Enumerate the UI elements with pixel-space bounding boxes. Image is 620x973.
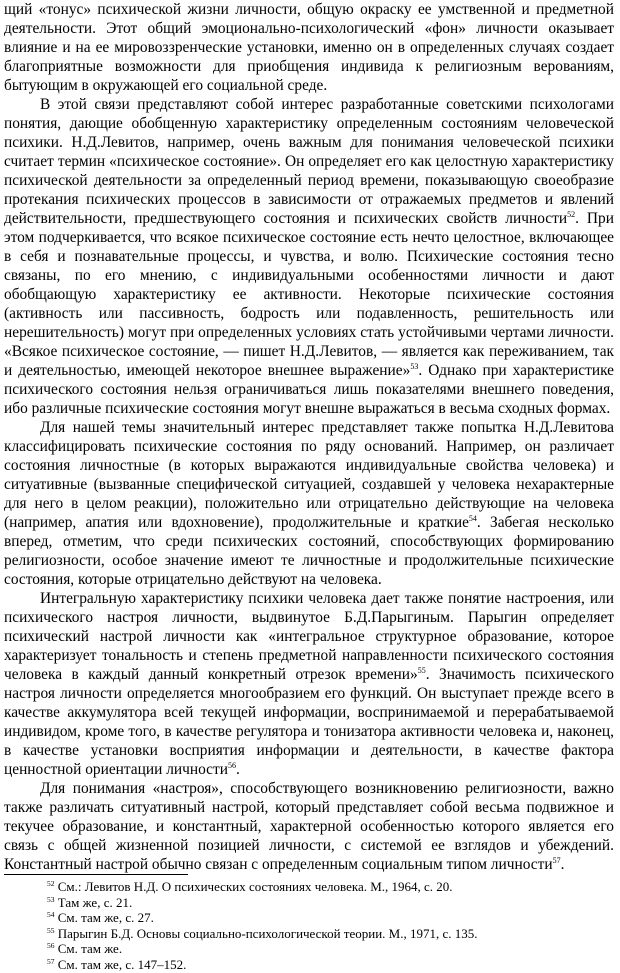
footnote [47,941,607,957]
paragraph [4,589,614,779]
paragraph-text: . Значимость психического настроя личности определяется многообразием его функций. Он выступает прежде всего в качестве аккумулятора всей текущей информации, воспринимаемой и перерабатываемой индивидом, кроме того, в качестве регулятора и тонизатора активности человека и, наконец, в качестве установки восприятия информации и деятельности, в качестве фактора ценностной ориентации личности [4,666,614,778]
footnote-ref[interactable]: 56 [227,761,236,770]
footnote-ref[interactable]: 52 [567,210,576,219]
footnote-text: См. там же. [57,941,123,956]
footnote-number: 53 [47,894,55,904]
footnote [47,910,607,926]
paragraph-text: . Забегая несколько вперед, отметим, что среди психических состояний, способствующих формированию религиозности, особое значение имеют те личностные и продолжительные психические состояния, которые отрицательно действуют на человека. [4,514,614,588]
footnote-number: 56 [47,941,55,950]
footnote-separator [4,874,188,875]
paragraph-text: Для нашей темы значительный интерес представляет также попытка Н.Д.Левитова классифицировать психические состояния по ряду оснований. Например, он различает состояния личностные (в которых выражаются индивидуальные свойства человека) и ситуативные (вызванные специфической ситуацией, создавшей у человека нехарактерные для него в целом реакции), положительно или отрицательно действующие на человека (например, апатия или вдохновение), продолжительные и краткие [4,419,614,531]
footnote [47,926,607,942]
footnote-ref[interactable]: 54 [468,514,477,523]
paragraph-text: Интегральную характеристику психики человека дает также понятие настроения, или психического настроя личности, выдвинутое Б.Д.Парыгиным. Парыгин определяет психический настрой личности как «интегральное структурное образование, которое характеризует тональность и степень предметной направленности психического состояния человека в каждый данный конкретный отрезок времени» [4,590,614,683]
footnote-number: 55 [47,925,55,935]
paragraph [4,95,614,418]
paragraph-text: . Однако при характеристике психического состояния нельзя ограничиваться лишь показателями внешнего поведения, ибо различные психические состояния могут внешне выражаться в весьма сходных формах. [4,362,615,417]
footnote-text: См. там же, с. 147–152. [57,956,187,972]
footnote-number: 57 [47,956,55,966]
page [4,0,614,874]
footnote-ref[interactable]: 53 [410,362,419,371]
body-text [4,0,614,874]
paragraph-text: . При этом подчеркивается, что всякое психическое состояние есть нечто целостное, включающее в себя и познавательные процессы, и чувства, и волю. Психические состояния тесно связаны, по его мнению, с индивидуальными особенностями личности и дают обобщающую характеристику ее активности. Некоторые психические состояния (активность или пассивность, бодрость или подавленность, решительность или нерешительность) могут при определенных условиях стать устойчивыми чертами личности. «Всякое психическое состояние, — пишет Н.Д.Левитов, — является как переживанием, так и деятельностью, имеющей некоторое внешнее выражение» [4,210,614,379]
paragraph-text: Для понимания «настроя», способствующего возникновению религиозности, важно также различать ситуативный настрой, который представляет собой весьма подвижное и текучее образование, и константный, характерной особенностью которого является его связь с общей жизненной позицией личности, с системой ее взглядов и убеждений. Константный настрой обычно связан с определенным социальным типом личности [4,780,614,873]
footnote-number: 52 [47,879,55,888]
footnote [47,957,607,973]
paragraph [4,779,614,874]
paragraph [4,418,614,589]
footnote [47,895,607,911]
footnote-number: 54 [47,910,55,919]
paragraph-text: щий «тонус» психической жизни личности, общую окраску ее умственной и предметной деятельности. Этот общий эмоционально-психологический «фон» личности оказывает влияние и на ее мировоззренческие установки, именно он в определенных случаях создает благоприятные возможности для приобщения индивида к религиозным верованиям, бытующим в окружающей его социальной среде. [4,1,614,94]
footnote-ref[interactable]: 57 [552,856,561,865]
footnotes [47,879,607,972]
footnote-ref[interactable]: 55 [417,666,426,675]
footnote-text: Парыгин Б.Д. Основы социально-психологической теории. М., 1971, с. 135. [57,925,478,941]
paragraph-text: . [560,856,565,873]
paragraph [4,0,614,95]
paragraph-text: . [235,761,240,778]
footnote-text: См.: Левитов Н.Д. О психических состояниях человека. М., 1964, с. 20. [57,879,453,894]
paragraph-text: В этой связи представляют собой интерес разработанные советскими психологами понятия, дающие обобщенную характеристику определенным состояниям человеческой психики. Н.Д.Левитов, например, очень важным для понимания человеческой психики считает термин «психическое состояние». Он определяет его как целостную характеристику психической деятельности за определенный период времени, показывающую своеобразие протекания психических процессов в зависимости от отражаемых предметов и явлений действительности, предшествующего состояния и психических свойств личности [4,96,614,227]
footnote [47,879,607,895]
footnote-text: См. там же, с. 27. [57,910,154,925]
footnote-text: Там же, с. 21. [57,894,133,910]
